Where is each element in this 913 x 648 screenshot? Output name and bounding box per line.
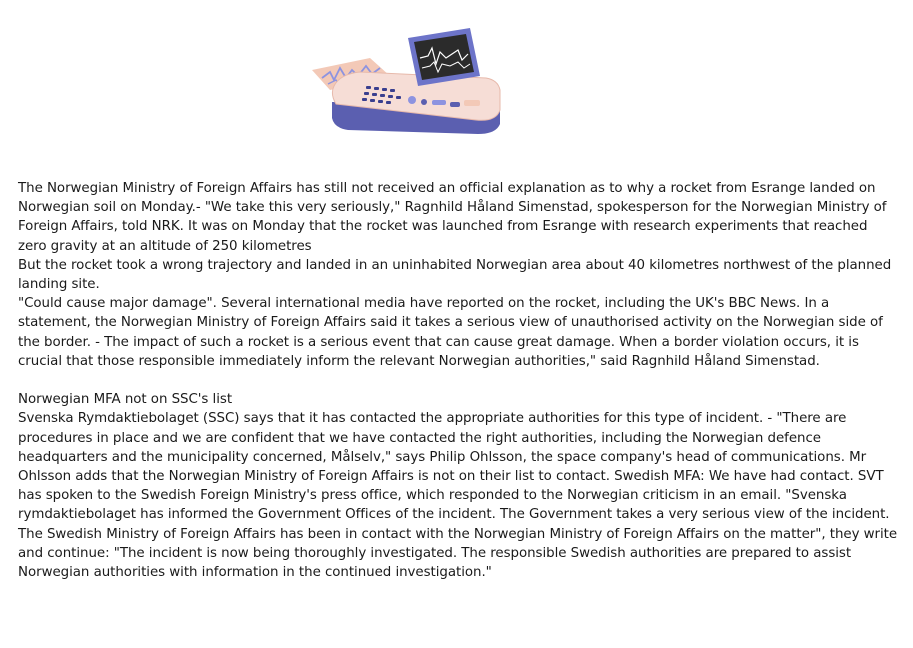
subheading: Norwegian MFA not on SSC's list: [18, 392, 233, 408]
article-paragraph: "Could cause major damage". Several international media have reported on the rocket, including the UK's BBC News. In a statement, the Norwegian Ministry of Foreign Affairs said it takes a serious view of unauthorised activity on the Norwegian side of the border. - The impact of such a rocket is a serious event that can cause great damage. When a border violation occurs, it is crucial that those responsible immediately inform the relevant Norwegian authorities," said Ragnhild Håland Simenstad.: [18, 296, 883, 369]
ecg-monitor-icon: [300, 20, 530, 150]
article-paragraph: But the rocket took a wrong trajectory and landed in an uninhabited Norwegian area about 40 kilometres northwest of the planned landing site.: [18, 257, 892, 293]
article-paragraph: The Norwegian Ministry of Foreign Affairs has still not received an official explanation as to why a rocket from Esrange landed on Norwegian soil on Monday.- "We take this very seriously," Ragnhild Håland Simenstad, spokesperson for the Norwegian Ministry of Foreign Affairs, told NRK. It was on Monday that the rocket was launched from Esrange with research experiments that reached zero gravity at an altitude of 250 kilometres: [18, 181, 887, 254]
article: [18, 179, 898, 582]
article-paragraph: Svenska Rymdaktiebolaget (SSC) says that it has contacted the appropriate authorities for this type of incident. - "There are procedures in place and we are confident that we have contacted the right authorities, including the Norwegian defence headquarters and the municipality concerned, Målselv," says Philip Ohlsson, the space company's head of communications. Mr Ohlsson adds that the Norwegian Ministry of Foreign Affairs is not on their list to contact. Swedish MFA: We have had contact. SVT has spoken to the Swedish Foreign Ministry's press office, which responded to the Norwegian criticism in an email. "Svenska rymdaktiebolaget has informed the Government Offices of the incident. The Government takes a very serious view of the incident. The Swedish Ministry of Foreign Affairs has been in contact with the Norwegian Ministry of Foreign Affairs on the matter", they write and continue: "The incident is now being thoroughly investigated. The responsible Swedish authorities are prepared to assist Norwegian authorities with information in the continued investigation.": [18, 411, 898, 581]
paragraph-spacer: [18, 371, 898, 390]
monitor: [408, 28, 480, 86]
